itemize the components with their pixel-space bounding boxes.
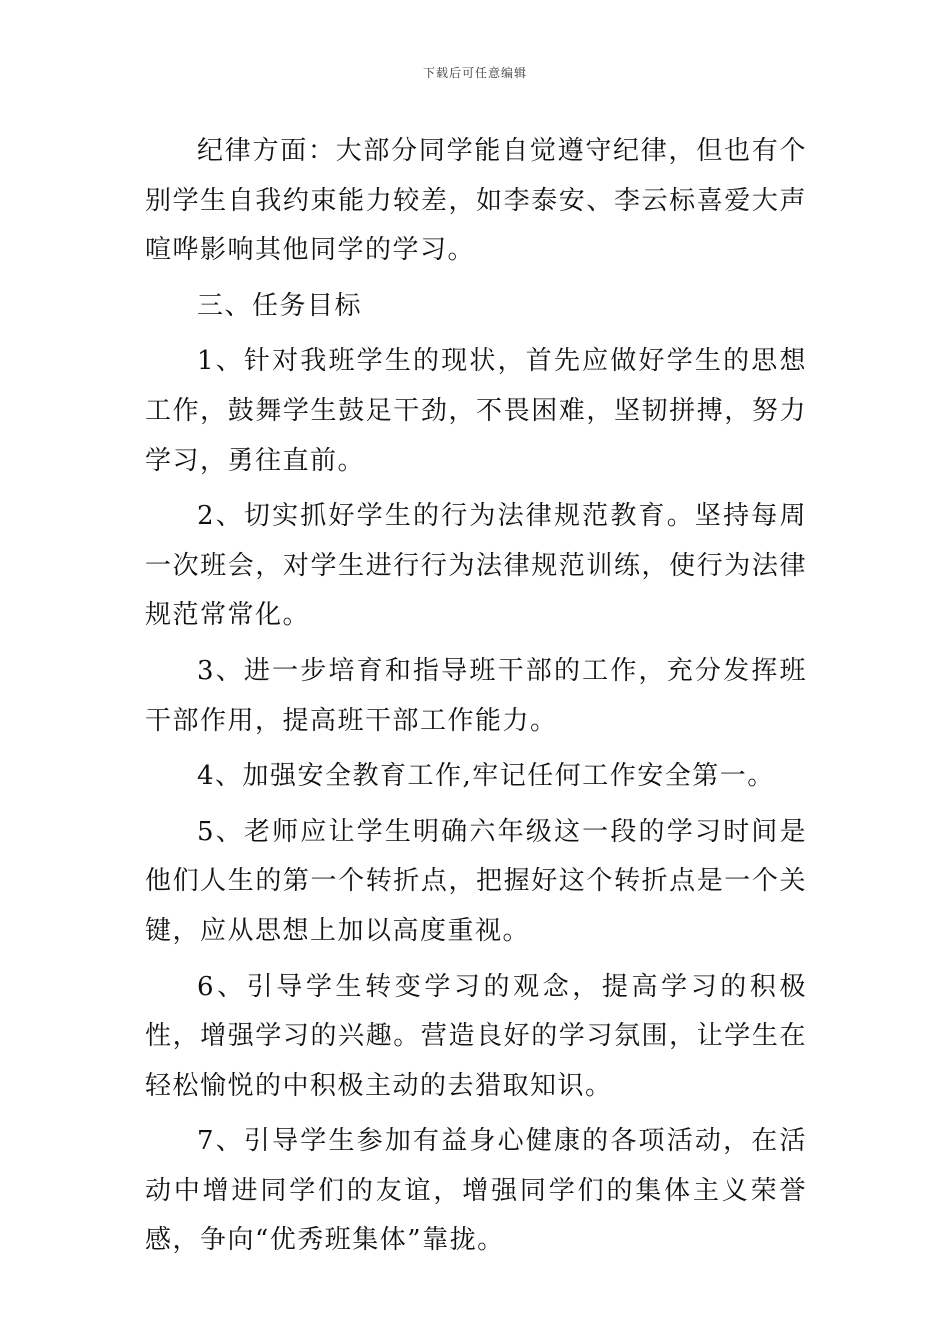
- paragraph-goal-2: 2、切实抓好学生的行为法律规范教育。坚持每周一次班会，对学生进行行为法律规范训练，使行为法律规范常常化。: [145, 501, 807, 631]
- paragraph-goal-3: 3、进一步培育和指导班干部的工作，充分发挥班干部作用，提高班干部工作能力。: [145, 655, 807, 736]
- paragraph-goal-1: 1、针对我班学生的现状，首先应做好学生的思想工作，鼓舞学生鼓足干劲，不畏困难，坚韧拼搏，努力学习，勇往直前。: [145, 346, 807, 476]
- section-heading-goals: 三、任务目标: [197, 290, 363, 321]
- paragraph-goal-7: 7、引导学生参加有益身心健康的各项活动，在活动中增进同学们的友谊，增强同学们的集体主义荣誉感，争向“优秀班集体”靠拢。: [145, 1126, 807, 1256]
- header-note: 下载后可任意编辑: [422, 66, 527, 80]
- paragraph-discipline: 纪律方面：大部分同学能自觉遵守纪律，但也有个别学生自我约束能力较差，如李泰安、李云标喜爱大声喧哗影响其他同学的学习。: [145, 136, 807, 266]
- document-body: [145, 127, 807, 1272]
- paragraph-goal-6: 6、引导学生转变学习的观念，提高学习的积极性，增强学习的兴趣。营造良好的学习氛围，让学生在轻松愉悦的中积极主动的去猎取知识。: [145, 971, 807, 1101]
- paragraph-goal-5: 5、老师应让学生明确六年级这一段的学习时间是他们人生的第一个转折点，把握好这个转折点是一个关键，应从思想上加以高度重视。: [145, 816, 807, 946]
- paragraph-goal-4: 4、加强安全教育工作,牢记任何工作安全第一。: [197, 761, 775, 792]
